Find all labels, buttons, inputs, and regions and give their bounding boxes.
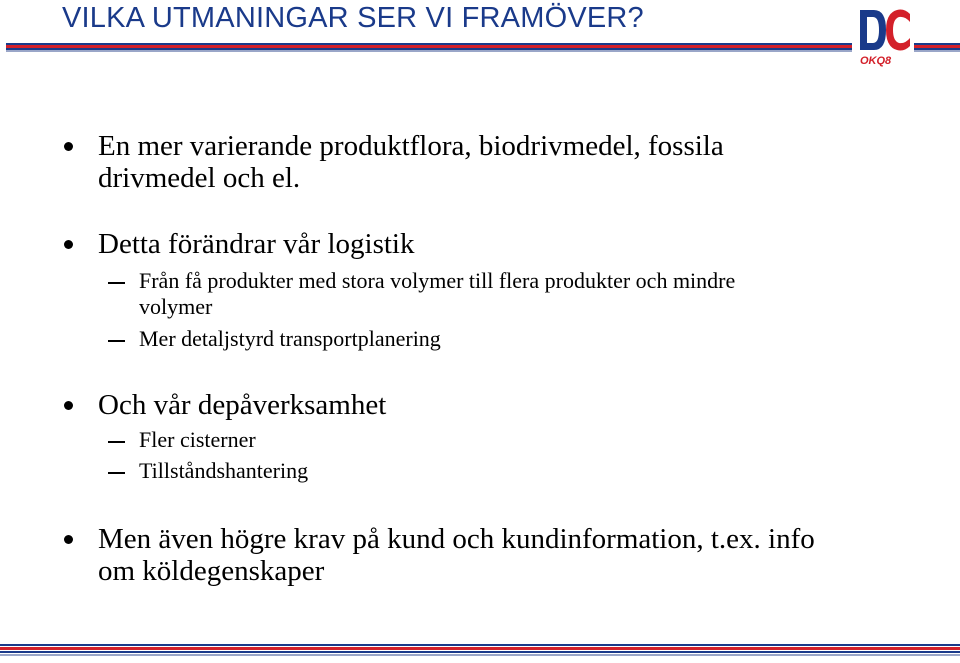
slide-title: VILKA UTMANINGAR SER VI FRAMÖVER? — [62, 2, 644, 34]
header-rule-right — [914, 43, 960, 53]
sub-3-1-text: Fler cisterner — [139, 427, 256, 452]
sub-dash-2-1 — [108, 282, 125, 284]
sub-3-2-text: Tillståndshantering — [139, 458, 309, 483]
okq8-logo-text: OKQ8 — [860, 55, 892, 67]
sub-2-2-text: Mer detaljstyrd transportplanering — [139, 326, 441, 351]
sub-dash-3-2 — [108, 472, 125, 474]
header-rule — [6, 43, 852, 53]
bullet-dot-4 — [64, 535, 73, 544]
bullet-1-line-1: En mer varierande produktflora, biodrivmedel, fossila — [98, 130, 724, 162]
footer-rule — [0, 644, 960, 660]
bullet-4-line-1: Men även högre krav på kund och kundinformation, t.ex. info — [98, 523, 815, 555]
dc-okq8-logo-icon — [856, 4, 916, 68]
bullet-dot-1 — [64, 142, 73, 151]
bullet-dot-3 — [64, 401, 73, 410]
bullet-4-line-2: om köldegenskaper — [98, 555, 325, 587]
sub-dash-3-1 — [108, 441, 125, 443]
sub-2-1-line-1: Från få produkter med stora volymer till flera produkter och mindre — [139, 268, 736, 293]
bullet-dot-2 — [64, 240, 73, 249]
bullet-1-line-2: drivmedel och el. — [98, 162, 301, 194]
bullet-2-text: Detta förändrar vår logistik — [98, 228, 415, 260]
bullet-3-text: Och vår depåverksamhet — [98, 389, 387, 421]
sub-dash-2-2 — [108, 340, 125, 342]
sub-2-1-line-2: volymer — [139, 294, 213, 319]
